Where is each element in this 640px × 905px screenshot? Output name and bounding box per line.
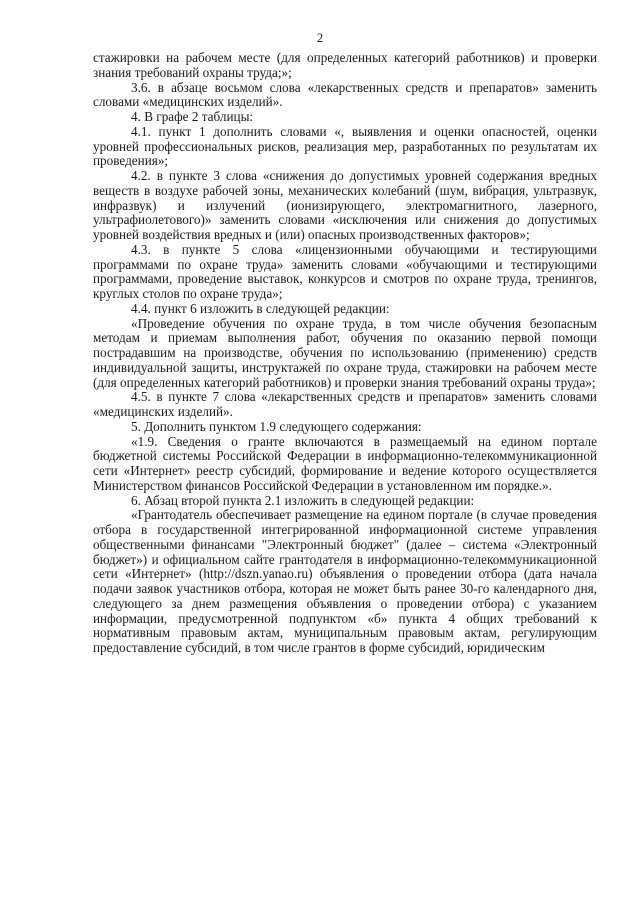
page-number: 2 — [316, 31, 324, 45]
paragraph-item-4-3: 4.3. в пункте 5 слова «лицензионными обучающими и тестирующими программами по охране труда» заменить словами «обучающими и тестирующими программами, проведение выставок, конкурсов и смотров по охране труда, тренингов, круглых столов по охране труда»; — [93, 241, 597, 301]
paragraph-item-4-1: 4.1. пункт 1 дополнить словами «, выявления и оценки опасностей, оценки уровней профессиональных рисков, реализация мер, разработанных по результатам их проведения»; — [93, 123, 597, 169]
paragraph-item-4-2: 4.2. в пункте 3 слова «снижения до допустимых уровней содержания вредных веществ в воздухе рабочей зоны, механических колебаний (шум, вибрация, ультразвук, инфразвук) и излучений (ионизирующего, электромагнитного, лазерного, ультрафиолетового)» заменить словами «исключения или снижения до допустимых уровней воздействия вредных и (или) опасных производственных факторов»; — [93, 168, 597, 242]
paragraph-item-4-4: 4.4. пункт 6 изложить в следующей редакции: — [131, 300, 390, 316]
document-body — [93, 51, 597, 656]
paragraph-continuation: стажировки на рабочем месте (для определенных категорий работников) и проверки знания требований охраны труда;»; — [93, 50, 597, 80]
paragraph-item-4-4-quote: «Проведение обучения по охране труда, в том числе обучения безопасным методам и приемам выполнения работ, обучения по оказанию первой помощи пострадавшим на производстве, обучения по использованию (применению) средств индивидуальной защиты, инструктажей по охране труда, стажировки на рабочем месте (для определенных категорий работников) и проверки знания требований охраны труда»; — [93, 315, 597, 390]
paragraph-item-5-quote: «1.9. Сведения о гранте включаются в размещаемый на едином портале бюджетной системы Российской Федерации в информационно-телекоммуникационной сети «Интернет» реестр субсидий, формирование и ведение которого осуществляется Министерством финансов Российской Федерации в установленном им порядке.». — [93, 433, 597, 493]
paragraph-item-5: 5. Дополнить пунктом 1.9 следующего содержания: — [131, 418, 422, 434]
paragraph-item-4: 4. В графе 2 таблицы: — [131, 109, 254, 124]
paragraph-item-4-5: 4.5. в пункте 7 слова «лекарственных средств и препаратов» заменить словами «медицинских изделий». — [93, 389, 597, 419]
paragraph-item-6: 6. Абзац второй пункта 2.1 изложить в следующей редакции: — [131, 492, 475, 508]
paragraph-item-6-quote: «Грантодатель обеспечивает размещение на едином портале (в случае проведения отбора в государственной интегрированной информационной системе управления общественными финансами "Электронный бюджет" (далее – система «Электронный бюджет») и официальном сайте грантодателя в информационно-телекоммуникационной сети «Интернет» (http://dszn.yanao.ru) объявления о проведении отбора (дата начала подачи заявок участников отбора, которая не может быть ранее 30-го календарного дня, следующего за днем размещения объявления о проведении отбора) с указанием информации, предусмотренной подпунктом «б» пункта 4 общих требований к нормативным правовым актам, муниципальным правовым актам, регулирующим предоставление субсидий, в том числе грантов в форме субсидий, юридическим — [93, 507, 597, 655]
paragraph-item-3-6: 3.6. в абзаце восьмом слова «лекарственных средств и препаратов» заменить словами «медицинских изделий». — [93, 79, 597, 110]
